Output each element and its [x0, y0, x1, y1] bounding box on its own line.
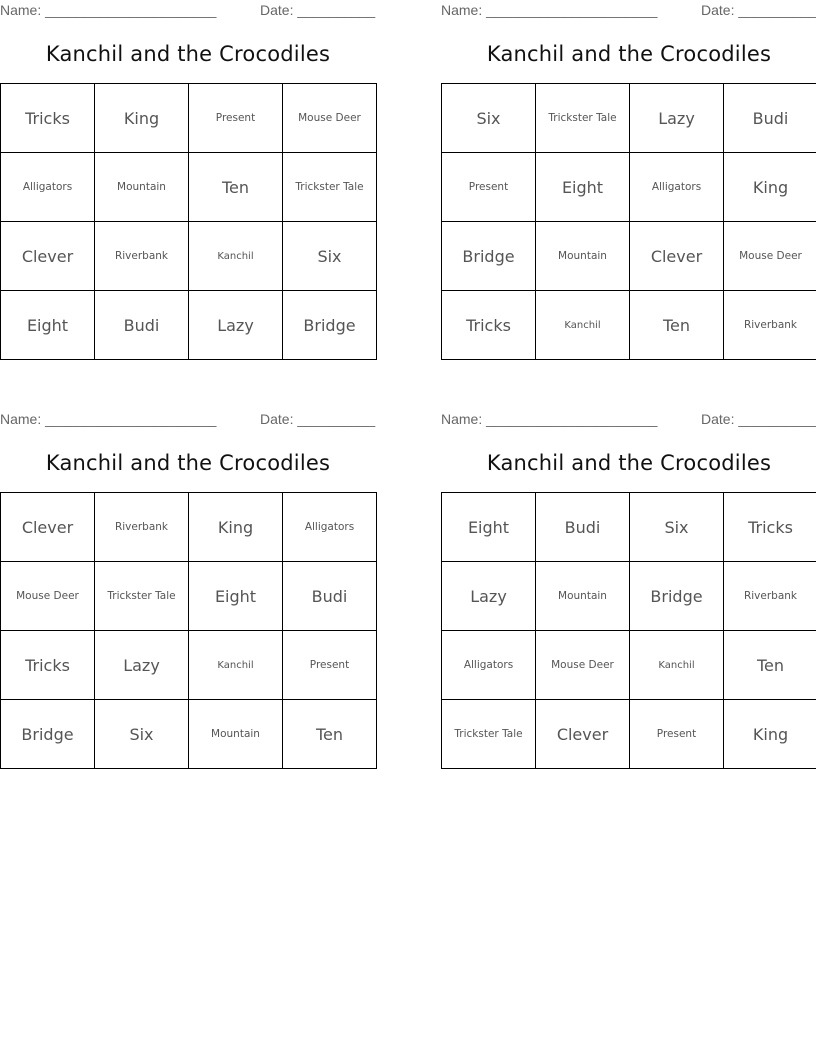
grid-cell: Budi	[536, 493, 630, 562]
grid-cell: Tricks	[1, 631, 95, 700]
grid-cell: Ten	[724, 631, 816, 700]
grid-cell: Eight	[1, 291, 95, 360]
grid-cell: Present	[189, 84, 283, 153]
grid-cell: Bridge	[283, 291, 377, 360]
grid-cell: Bridge	[1, 700, 95, 769]
grid-cell: Riverbank	[724, 291, 816, 360]
date-field-label: Date: __________	[260, 411, 376, 427]
grid-cell: Kanchil	[189, 631, 283, 700]
header-row	[0, 411, 376, 429]
grid-cell: Mouse Deer	[1, 562, 95, 631]
grid-row	[1, 562, 377, 631]
grid-cell: Six	[95, 700, 189, 769]
grid-cell: Alligators	[283, 493, 377, 562]
grid-cell: Clever	[1, 493, 95, 562]
grid-cell: Ten	[630, 291, 724, 360]
grid-cell: Trickster Tale	[442, 700, 536, 769]
grid-cell: Kanchil	[189, 222, 283, 291]
card-title: Kanchil and the Crocodiles	[45, 451, 331, 475]
grid-cell: Eight	[536, 153, 630, 222]
grid-cell: Lazy	[630, 84, 724, 153]
grid-cell: Six	[630, 493, 724, 562]
header-row	[441, 411, 816, 429]
grid-row	[1, 153, 377, 222]
grid-cell: Tricks	[724, 493, 816, 562]
date-field-label: Date: __________	[701, 411, 816, 427]
grid-cell: Kanchil	[536, 291, 630, 360]
name-field-label: Name: ______________________	[441, 411, 658, 427]
grid-cell: Mountain	[536, 562, 630, 631]
grid-row	[442, 562, 816, 631]
grid-cell: Clever	[1, 222, 95, 291]
grid-row	[1, 493, 377, 562]
grid-cell: Clever	[536, 700, 630, 769]
grid-cell: Present	[442, 153, 536, 222]
grid-row	[442, 291, 816, 360]
name-field-label: Name: ______________________	[0, 411, 217, 427]
card-title: Kanchil and the Crocodiles	[486, 42, 772, 66]
grid-row	[442, 84, 816, 153]
grid-cell: Six	[283, 222, 377, 291]
grid-cell: Budi	[724, 84, 816, 153]
grid-cell: King	[724, 153, 816, 222]
grid-cell: Mountain	[536, 222, 630, 291]
grid-cell: King	[724, 700, 816, 769]
grid-cell: Alligators	[1, 153, 95, 222]
grid-cell: Present	[283, 631, 377, 700]
name-field-label: Name: ______________________	[0, 2, 217, 18]
grid-cell: Budi	[95, 291, 189, 360]
bingo-grid	[0, 83, 377, 360]
grid-row	[1, 84, 377, 153]
grid-row	[1, 700, 377, 769]
grid-cell: Six	[442, 84, 536, 153]
grid-cell: Riverbank	[95, 493, 189, 562]
grid-cell: Mountain	[95, 153, 189, 222]
grid-cell: Eight	[189, 562, 283, 631]
date-field-label: Date: __________	[701, 2, 816, 18]
grid-row	[442, 700, 816, 769]
card-title: Kanchil and the Crocodiles	[486, 451, 772, 475]
grid-cell: Bridge	[630, 562, 724, 631]
grid-cell: Eight	[442, 493, 536, 562]
grid-cell: Trickster Tale	[95, 562, 189, 631]
grid-cell: Lazy	[442, 562, 536, 631]
bingo-grid	[0, 492, 377, 769]
date-field-label: Date: __________	[260, 2, 376, 18]
grid-cell: Riverbank	[95, 222, 189, 291]
bingo-grid	[441, 492, 816, 769]
grid-cell: Riverbank	[724, 562, 816, 631]
grid-cell: Tricks	[1, 84, 95, 153]
grid-cell: Tricks	[442, 291, 536, 360]
grid-row	[442, 222, 816, 291]
grid-row	[1, 631, 377, 700]
grid-row	[442, 631, 816, 700]
grid-cell: Mouse Deer	[724, 222, 816, 291]
grid-row	[442, 153, 816, 222]
grid-cell: Clever	[630, 222, 724, 291]
grid-cell: Bridge	[442, 222, 536, 291]
grid-cell: Present	[630, 700, 724, 769]
grid-cell: Budi	[283, 562, 377, 631]
grid-row	[442, 493, 816, 562]
grid-cell: Mouse Deer	[283, 84, 377, 153]
bingo-grid	[441, 83, 816, 360]
grid-cell: Ten	[283, 700, 377, 769]
grid-cell: King	[95, 84, 189, 153]
grid-cell: Alligators	[630, 153, 724, 222]
grid-cell: Trickster Tale	[536, 84, 630, 153]
grid-cell: Alligators	[442, 631, 536, 700]
grid-cell: Ten	[189, 153, 283, 222]
grid-cell: Mountain	[189, 700, 283, 769]
grid-cell: Kanchil	[630, 631, 724, 700]
name-field-label: Name: ______________________	[441, 2, 658, 18]
grid-cell: Mouse Deer	[536, 631, 630, 700]
grid-cell: Lazy	[189, 291, 283, 360]
grid-cell: King	[189, 493, 283, 562]
grid-cell: Trickster Tale	[283, 153, 377, 222]
grid-row	[1, 222, 377, 291]
grid-cell: Lazy	[95, 631, 189, 700]
card-title: Kanchil and the Crocodiles	[45, 42, 331, 66]
header-row	[441, 2, 816, 20]
grid-row	[1, 291, 377, 360]
header-row	[0, 2, 376, 20]
